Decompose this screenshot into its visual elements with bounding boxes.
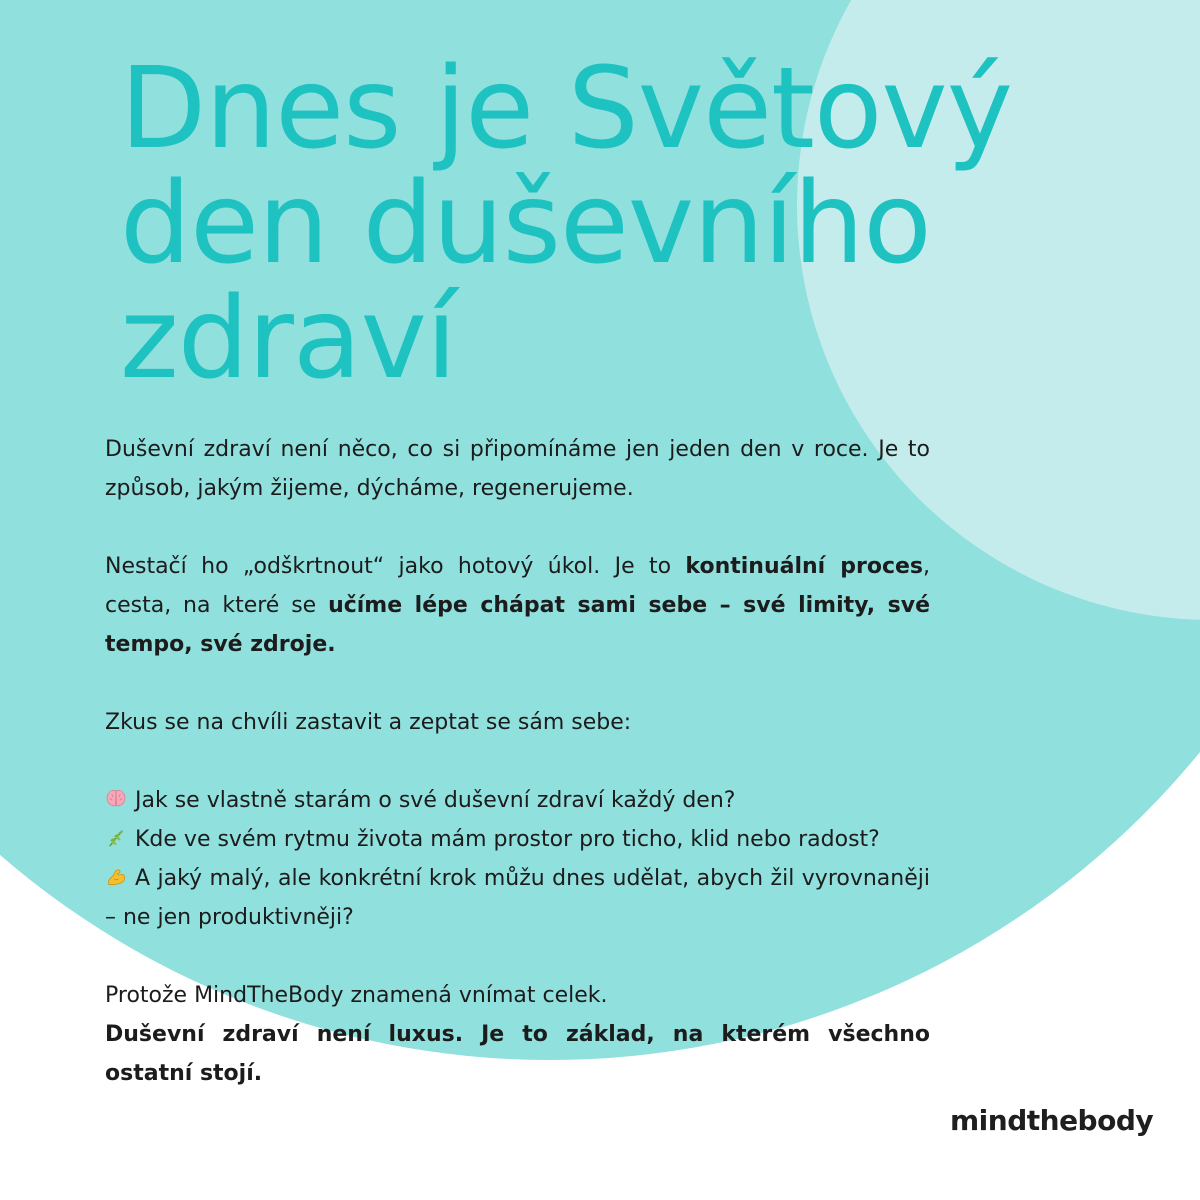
closing-bold-statement: Duševní zdraví není luxus. Je to základ, na kterém všechno ostatní stojí. xyxy=(105,1022,930,1086)
paragraph-process-text-1: Nestačí ho „odškrtnout“ jako hotový úkol. Je to xyxy=(105,554,686,579)
question-text-2: Kde ve svém rytmu života mám prostor pro ticho, klid nebo radost? xyxy=(135,827,880,852)
post-body xyxy=(105,430,930,1093)
question-text-3: A jaký malý, ale konkrétní krok můžu dnes udělat, abych žil vyrovnaněji – ne jen produktivněji? xyxy=(105,866,930,930)
brain-icon xyxy=(105,788,127,810)
question-list xyxy=(105,781,930,937)
paragraph-process-bold-1: kontinuální proces xyxy=(685,554,924,579)
headline-line-2: den duševního xyxy=(120,159,931,289)
closing xyxy=(105,976,930,1093)
brand-logo: mindthebody xyxy=(950,1104,1154,1137)
headline-line-1: Dnes je Světový xyxy=(120,44,1012,174)
paragraph-process-text-2: , cesta, na které se xyxy=(105,554,931,618)
question-item-3 xyxy=(105,859,930,937)
paragraph-prompt: Zkus se na chvíli zastavit a zeptat se sám sebe: xyxy=(105,710,632,735)
paragraph-process xyxy=(105,547,930,664)
question-item-2 xyxy=(105,820,930,859)
closing-line: Protože MindTheBody znamená vnímat celek. xyxy=(105,983,608,1008)
herb-icon xyxy=(105,827,127,849)
question-text-1: Jak se vlastně starám o své duševní zdraví každý den? xyxy=(135,788,736,813)
headline-line-3: zdraví xyxy=(120,274,456,404)
question-item-1 xyxy=(105,781,930,820)
flexed-biceps-icon xyxy=(105,866,127,888)
paragraph-process-bold-2: učíme lépe chápat sami sebe – své limity, své tempo, své zdroje. xyxy=(105,593,930,657)
headline xyxy=(120,44,1170,404)
paragraph-intro: Duševní zdraví není něco, co si připomínáme jen jeden den v roce. Je to způsob, jakým žijeme, dýcháme, regenerujeme. xyxy=(105,437,930,501)
